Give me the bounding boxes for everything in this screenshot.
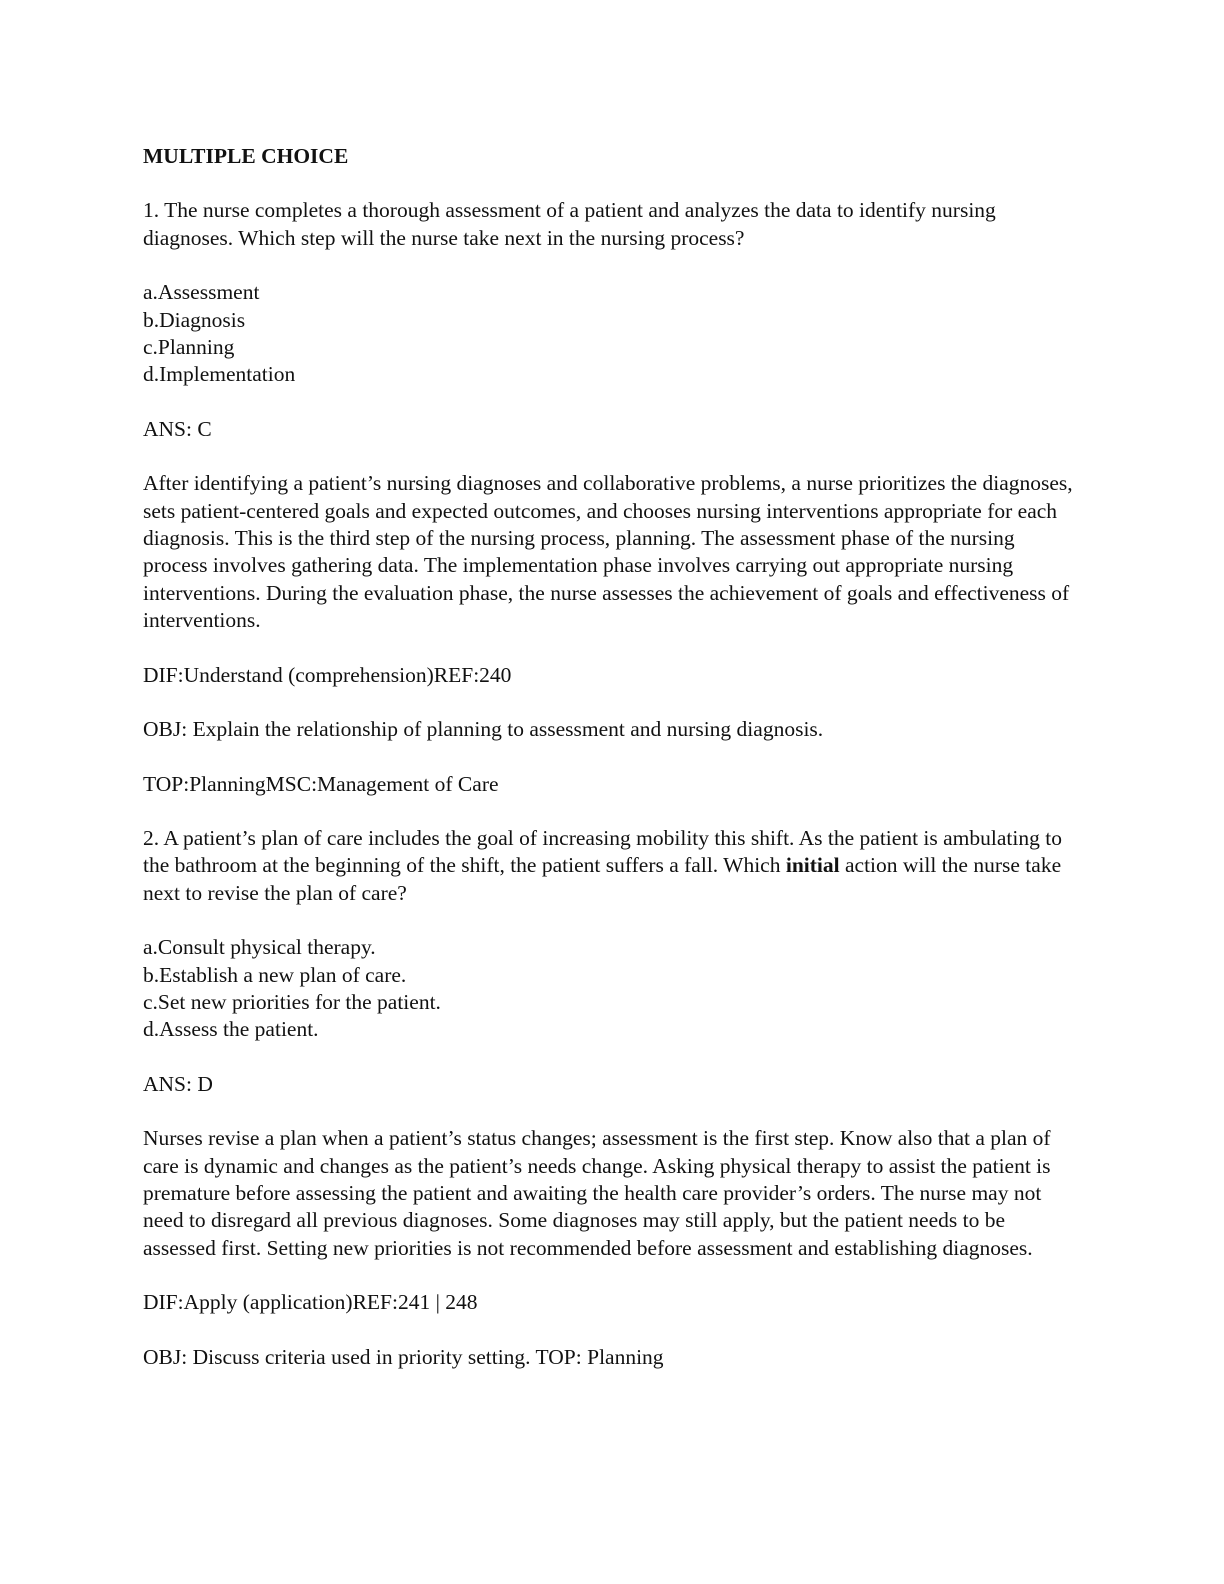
option-c: c.Planning	[143, 335, 235, 360]
stem-text: action will the nurse take next to revise the plan of care?	[143, 853, 1062, 905]
answer: ANS: D	[143, 1071, 213, 1096]
stem-emphasis: initial	[785, 853, 840, 878]
rationale: After identifying a patient’s nursing diagnoses and collaborative problems, a nurse prioritizes the diagnoses, sets patient-centered goals and expected outcomes, and chooses nursing interventions appropriate for each diagnosis. This is the third step of the nursing process, planning. The assessment phase of the nursing process involves gathering data. The implementation phase involves carrying out appropriate nursing interventions. During the evaluation phase, the nurse assesses the achievement of goals and effectiveness of interventions.	[143, 471, 1073, 633]
question-2	[143, 825, 1083, 1371]
option-c: c.Set new priorities for the patient.	[143, 989, 441, 1014]
options-list	[143, 279, 1083, 389]
objective: OBJ: Explain the relationship of planning to assessment and nursing diagnosis.	[143, 717, 824, 742]
question-stem	[143, 825, 1083, 907]
question-1	[143, 197, 1083, 798]
rationale: Nurses revise a plan when a patient’s status changes; assessment is the first step. Know also that a plan of care is dynamic and changes as the patient’s needs change. Asking physical therapy to assist the patient is premature before assessing the patient and awaiting the health care provider’s orders. The nurse may not need to disregard all previous diagnoses. Some diagnoses may still apply, but the patient needs to be assessed first. Setting new priorities is not recommended before assessment and establishing diagnoses.	[143, 1126, 1051, 1260]
topic: TOP:PlanningMSC:Management of Care	[143, 771, 499, 796]
options-list	[143, 934, 1083, 1044]
option-b: b.Establish a new plan of care.	[143, 962, 407, 987]
question-stem: 1. The nurse completes a thorough assessment of a patient and analyzes the data to identify nursing diagnoses. Which step will the nurse take next in the nursing process?	[143, 198, 996, 250]
answer: ANS: C	[143, 416, 212, 441]
option-a: a.Assessment	[143, 280, 260, 305]
option-d: d.Implementation	[143, 362, 296, 387]
option-d: d.Assess the patient.	[143, 1017, 319, 1042]
section-heading: MULTIPLE CHOICE	[143, 144, 349, 168]
difficulty-reference: DIF:Apply (application)REF:241 | 248	[143, 1290, 478, 1315]
option-b: b.Diagnosis	[143, 307, 246, 332]
stem-text: 2. A patient’s plan of care includes the goal of increasing mobility this shift. As the patient is ambulating to the bathroom at the beginning of the shift, the patient suffers a fall. Which	[143, 825, 1062, 878]
objective: OBJ: Discuss criteria used in priority setting. TOP: Planning	[143, 1344, 664, 1369]
document-page	[143, 143, 1083, 1398]
option-a: a.Consult physical therapy.	[143, 935, 376, 960]
difficulty-reference: DIF:Understand (comprehension)REF:240	[143, 662, 512, 687]
